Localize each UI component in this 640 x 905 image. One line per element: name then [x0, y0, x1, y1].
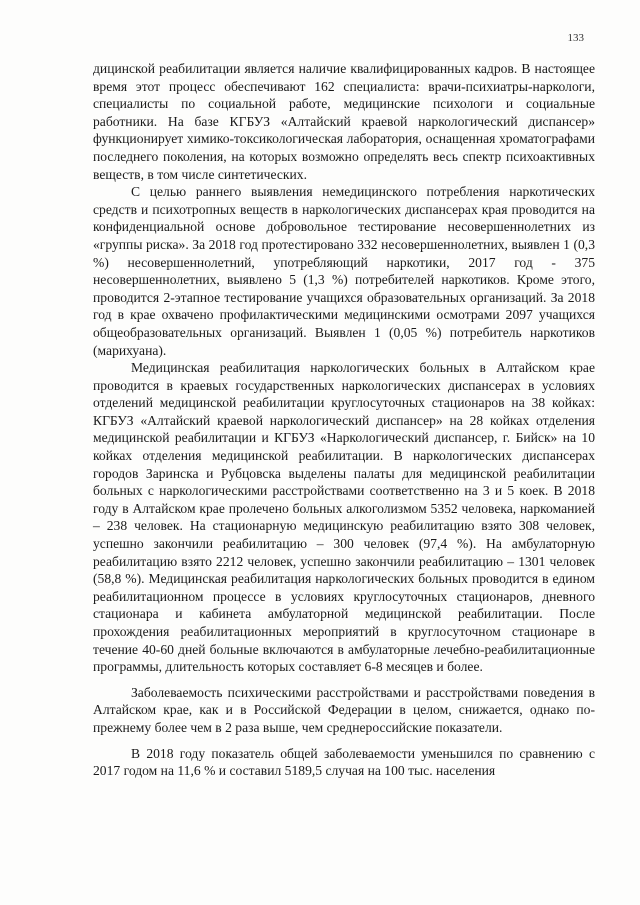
paragraph-mental-disorders: Заболеваемость психическими расстройствами и расстройствами поведения в Алтайском крае, как и в Российской Федерации в целом, снижается, однако по-прежнему более чем в 2 раза выше, чем среднероссийские показатели. [93, 684, 595, 735]
paragraph-testing: С целью раннего выявления немедицинского потребления наркотических средств и психотропных веществ в наркологических диспансерах края проводится на конфиденциальной основе добровольное тестирование несовершеннолетних из «группы риска». За 2018 год протестировано 332 несовершеннолетних, выявлен 1 (0,3 %) несовершеннолетний, употребляющий наркотики, 2017 год - 375 несовершеннолетних, выявлено 5 (1,3 %) потребителей наркотиков. Кроме этого, проводится 2-этапное тестирование учащихся образовательных организаций. За 2018 год в крае охвачено профилактическими медицинскими осмотрами 2097 учащихся общеобразовательных организаций. Выявлен 1 (0,05 %) потребитель наркотиков (марихуана). [93, 184, 595, 358]
document-body [93, 60, 595, 780]
paragraph-rehabilitation: Медицинская реабилитация наркологических больных в Алтайском крае проводится в краевых государственных наркологических диспансерах в условиях отделений медицинской реабилитации круглосуточных стационаров на 38 койках: КГБУЗ «Алтайский краевой наркологический диспансер» на 28 койках отделения медицинской реабилитации и КГБУЗ «Наркологический диспансер, г. Бийск» на 10 койках отделения медицинской реабилитации. В наркологических диспансерах городов Заринска и Рубцовска выделены палаты для медицинской реабилитации больных с наркологическими расстройствами соответственно на 3 и 5 коек. В 2018 году в Алтайском крае пролечено больных алкоголизмом 5352 человека, наркоманией – 238 человек. На стационарную медицинскую реабилитацию взято 308 человек, успешно закончили реабилитацию – 300 человек (97,4 %). На амбулаторную реабилитацию взято 2212 человек, успешно закончили реабилитацию – 1301 человек (58,8 %). Медицинская реабилитация наркологических больных проводится в едином реабилитационном процессе в условиях круглосуточных стационаров, дневного стационара и кабинета амбулаторной медицинской реабилитации. После прохождения реабилитационных мероприятий в круглосуточном стационаре в течение 40-60 дней больные включаются в амбулаторные лечебно-реабилитационные программы, длительность которых составляет 6-8 месяцев и более. [93, 360, 595, 675]
paragraph-continuation: дицинской реабилитации является наличие квалифицированных кадров. В настоящее время этот процесс обеспечивают 162 специалиста: врачи-психиатры-наркологи, специалисты по социальной работе, медицинские психологи и социальные работники. На базе КГБУЗ «Алтайский краевой наркологический диспансер» функционирует химико-токсикологическая лаборатория, оснащенная хроматографами последнего поколения, на которых возможно определять весь спектр психоактивных веществ, в том числе синтетических. [93, 61, 595, 182]
paragraph-morbidity: В 2018 году показатель общей заболеваемости уменьшился по сравнению с 2017 годом на 11,6 % и составил 5189,5 случая на 100 тыс. населения [93, 745, 595, 779]
page-number: 133 [567, 32, 584, 44]
